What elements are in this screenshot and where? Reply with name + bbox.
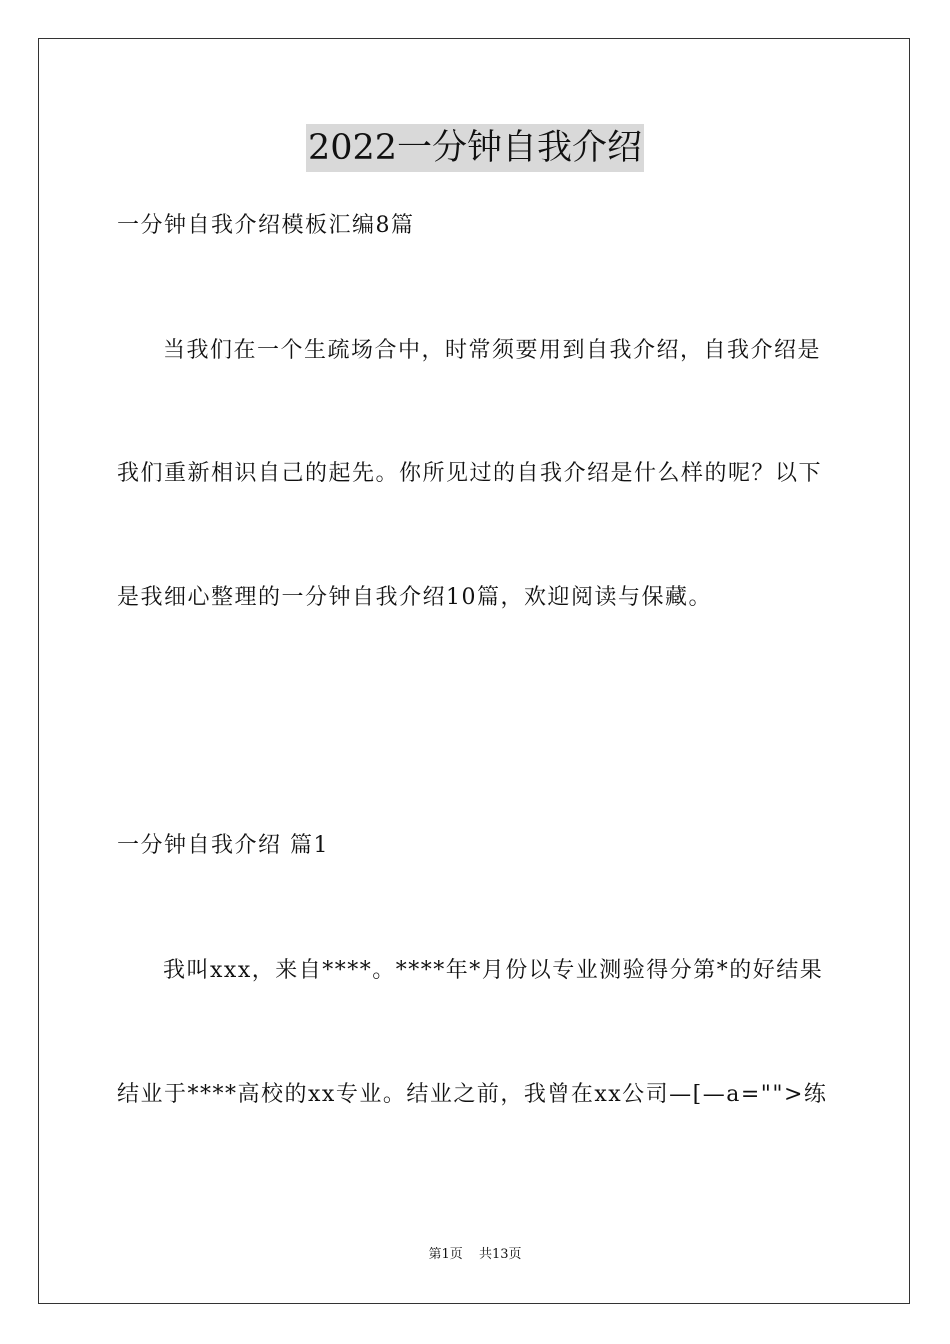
- section-heading: 一分钟自我介绍 篇1: [117, 833, 329, 858]
- paragraph-line: 结业于****高校的xx专业。结业之前，我曾在xx公司—[—a="">练: [117, 1082, 828, 1107]
- title-container: [0, 124, 950, 172]
- page-number: 第1页: [428, 1247, 463, 1262]
- page-total: 共13页: [478, 1247, 522, 1262]
- paragraph-line: 是我细心整理的一分钟自我介绍10篇，欢迎阅读与保藏。: [117, 585, 712, 610]
- paragraph-line: 我们重新相识自己的起先。你所见过的自我介绍是什么样的呢？以下: [117, 461, 823, 486]
- paragraph-line: 我叫xxx，来自****。****年*月份以专业测验得分第*的好结果: [163, 958, 824, 983]
- document-subtitle: 一分钟自我介绍模板汇编8篇: [117, 213, 415, 238]
- document-title: 2022一分钟自我介绍: [306, 124, 644, 172]
- paragraph-line: 当我们在一个生疏场合中，时常须要用到自我介绍，自我介绍是: [163, 338, 822, 363]
- page-footer: [0, 1246, 950, 1264]
